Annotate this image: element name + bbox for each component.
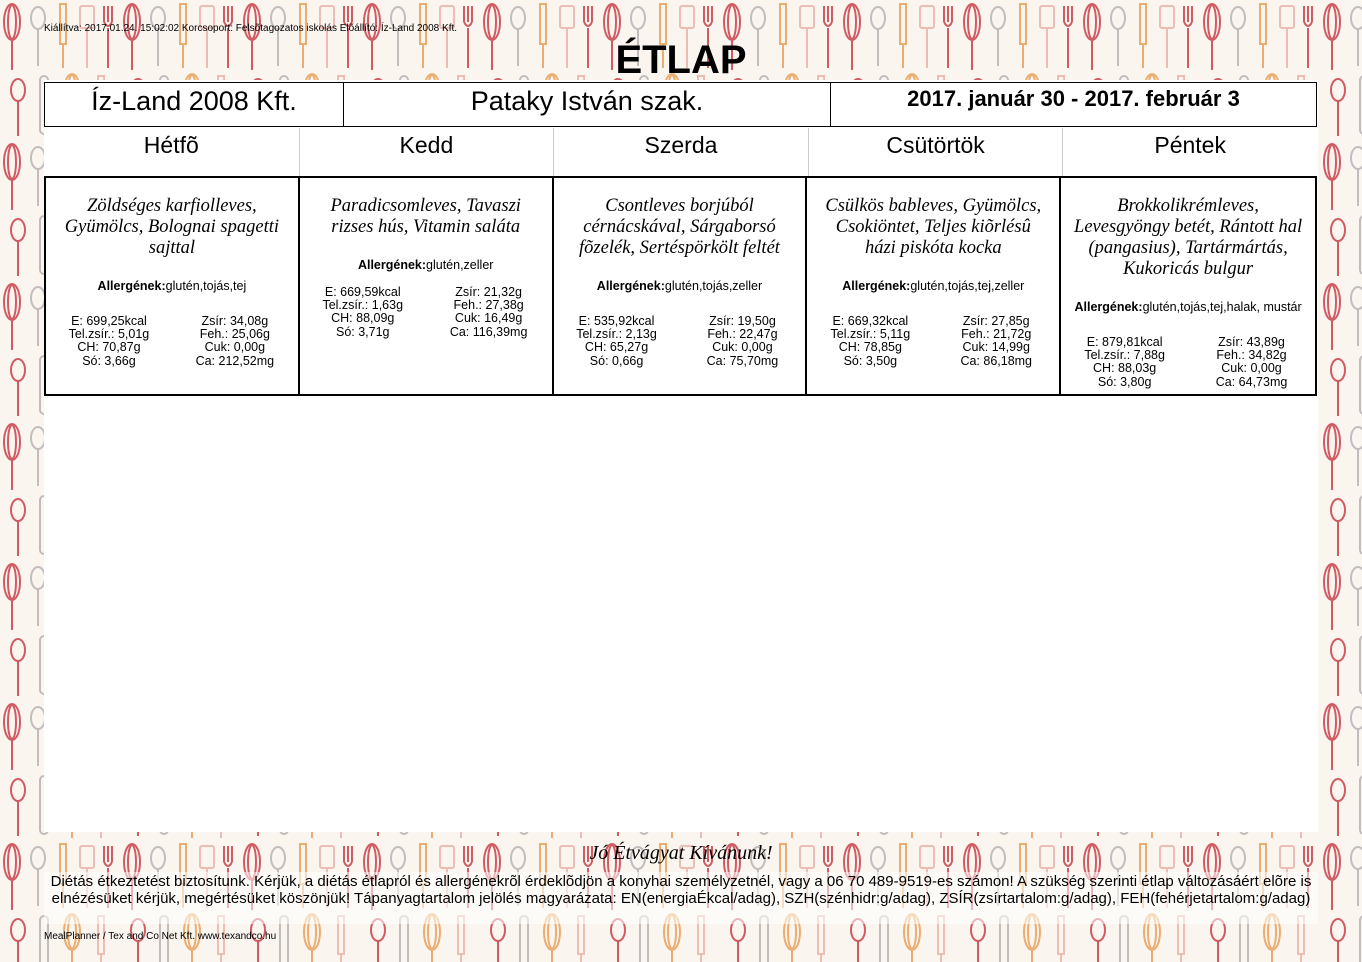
allergen-list: glutén,tojás,zeller bbox=[664, 279, 763, 293]
sugar-value: Cuk: 14,99g bbox=[962, 340, 1030, 355]
nutrition-col-left bbox=[554, 315, 680, 368]
nutrition-block bbox=[1061, 336, 1315, 389]
energy-value: E: 669,59kcal bbox=[324, 285, 401, 299]
calcium-value: Ca: 64,73mg bbox=[1215, 374, 1288, 389]
nutrition-block bbox=[46, 315, 298, 368]
nutrition-col-right bbox=[679, 315, 805, 368]
energy-value: E: 879,81kcal bbox=[1086, 335, 1163, 349]
allergen-label: Allergének: bbox=[357, 258, 427, 272]
saturated-fat-value: Tel.zsír.: 7,88g bbox=[1084, 348, 1165, 363]
allergen-line bbox=[554, 280, 806, 293]
dishes-text: Csontleves borjúból cérnácskával, Sárgaborsó fõzelék, Sertéspörkölt feltét bbox=[579, 196, 780, 258]
saturated-fat-value: Tel.zsír.: 2,13g bbox=[576, 327, 657, 342]
protein-value: Feh.: 27,38g bbox=[453, 298, 524, 313]
caterer-name: Íz-Land 2008 Kft. bbox=[45, 83, 344, 126]
allergen-label: Allergének: bbox=[842, 279, 911, 293]
salt-value: Só: 3,66g bbox=[82, 353, 136, 368]
allergen-list: glutén,tojás,tej,zeller bbox=[910, 279, 1025, 293]
menu-cell-tuesday bbox=[300, 178, 554, 394]
diet-notice: Diétás étkeztetést biztosítunk. Kérjük, a diétás étlapról és allergénekrõl érdeklõdjön a konyhai személyzetnél, vagy a 06 70 489-9519-es számon! A szükség szerinti étlap változásáért elõre is elnézésüket kérjük, megértésüket köszönjük! Tápanyagtartalom jelölés magyarázata: EN(energiaÉkcal/adag), SZH(szénhidr:g/adag), ZSÍR(zsírtartalom:g/adag), FEH(fehérjetartalom:g/adag) bbox=[50, 873, 1312, 907]
allergen-label: Allergének: bbox=[596, 279, 665, 293]
dishes-text: Brokkolikrémleves, Levesgyöngy betét, Rántott hal (pangasius), Tartármártás, Kukoricás bulgur bbox=[1074, 196, 1303, 279]
nutrition-block bbox=[807, 315, 1059, 368]
weekday-friday: Péntek bbox=[1062, 128, 1317, 176]
protein-value: Feh.: 21,72g bbox=[961, 327, 1032, 342]
salt-value: Só: 0,66g bbox=[589, 353, 644, 368]
header-row bbox=[44, 82, 1317, 127]
calcium-value: Ca: 75,70mg bbox=[706, 353, 779, 368]
saturated-fat-value: Tel.zsír.: 5,11g bbox=[830, 327, 911, 342]
allergen-list: glutén,tojás,tej,halak, mustár bbox=[1142, 300, 1302, 314]
nutrition-block bbox=[300, 286, 552, 339]
dishes-text: Csülkös bableves, Gyümölcs, Csokiöntet, Teljes kiõrlésû házi piskóta kocka bbox=[825, 196, 1042, 258]
calcium-value: Ca: 212,52mg bbox=[195, 353, 275, 368]
menu-cell-friday bbox=[1061, 178, 1315, 394]
fat-value: Zsír: 19,50g bbox=[709, 314, 776, 328]
nutrition-col-right bbox=[426, 286, 552, 339]
menu-cell-monday bbox=[46, 178, 300, 394]
sugar-value: Cuk: 0,00g bbox=[1221, 361, 1282, 376]
calcium-value: Ca: 86,18mg bbox=[960, 353, 1033, 368]
salt-value: Só: 3,50g bbox=[843, 353, 898, 368]
saturated-fat-value: Tel.zsír.: 5,01g bbox=[68, 327, 150, 342]
sugar-value: Cuk: 0,00g bbox=[712, 340, 773, 355]
allergen-label: Allergének: bbox=[1074, 300, 1143, 314]
bon-appetit-message: Jó Étvágyat Kívánunk! bbox=[589, 842, 773, 864]
protein-value: Feh.: 34,82g bbox=[1216, 348, 1287, 363]
menu-cell-wednesday bbox=[554, 178, 808, 394]
nutrition-block bbox=[554, 315, 806, 368]
nutrition-col-left bbox=[1061, 336, 1188, 389]
fat-value: Zsír: 21,32g bbox=[455, 285, 522, 299]
nutrition-col-left bbox=[807, 315, 933, 368]
energy-value: E: 669,32kcal bbox=[832, 314, 909, 328]
weekday-monday: Hétfõ bbox=[143, 132, 199, 158]
weekday-wednesday: Szerda bbox=[553, 128, 808, 176]
sugar-value: Cuk: 16,49g bbox=[454, 311, 523, 326]
weekday-thursday: Csütörtök bbox=[808, 128, 1063, 176]
protein-value: Feh.: 22,47g bbox=[707, 327, 778, 342]
weekday-header-row bbox=[44, 128, 1317, 176]
allergen-label: Allergének: bbox=[97, 279, 166, 293]
allergen-line bbox=[807, 280, 1059, 293]
carbs-value: CH: 88,09g bbox=[331, 311, 395, 326]
date-range: 2017. január 30 - 2017. február 3 bbox=[907, 86, 1240, 111]
fat-value: Zsír: 27,85g bbox=[962, 314, 1030, 328]
software-credit: MealPlanner / Tex and Co Net Kft. www.texandco.hu bbox=[44, 931, 277, 942]
calcium-value: Ca: 116,39mg bbox=[449, 324, 528, 339]
issue-meta-line: Kiállítva: 2017.01.24. 15:02:02 Korcsoport: Felsõtagozatos iskolás Elõállító: Íz-Land 2008 Kft. bbox=[44, 23, 458, 34]
fat-value: Zsír: 43,89g bbox=[1218, 335, 1285, 349]
saturated-fat-value: Tel.zsír.: 1,63g bbox=[322, 298, 404, 313]
nutrition-col-left bbox=[46, 315, 172, 368]
nutrition-col-left bbox=[300, 286, 426, 339]
allergen-line bbox=[46, 280, 298, 293]
salt-value: Só: 3,80g bbox=[1097, 374, 1152, 389]
carbs-value: CH: 65,27g bbox=[584, 340, 649, 355]
page-title: ÉTLAP bbox=[615, 38, 747, 82]
allergen-line bbox=[1061, 301, 1315, 314]
nutrition-col-right bbox=[933, 315, 1059, 368]
nutrition-col-right bbox=[1188, 336, 1315, 389]
dishes-text: Paradicsomleves, Tavaszi rizses hús, Vitamin saláta bbox=[330, 196, 521, 237]
carbs-value: CH: 70,87g bbox=[77, 340, 141, 355]
dishes-text: Zöldséges karfiolleves, Gyümölcs, Bolognai spagetti sajttal bbox=[64, 196, 280, 258]
carbs-value: CH: 88,03g bbox=[1093, 361, 1157, 376]
energy-value: E: 699,25kcal bbox=[71, 314, 147, 328]
carbs-value: CH: 78,85g bbox=[838, 340, 902, 355]
allergen-list: glutén,zeller bbox=[426, 258, 494, 272]
salt-value: Só: 3,71g bbox=[335, 324, 390, 339]
protein-value: Feh.: 25,06g bbox=[199, 327, 270, 342]
allergen-line bbox=[300, 259, 552, 272]
school-name: Pataky István szak. bbox=[344, 83, 831, 126]
sugar-value: Cuk: 0,00g bbox=[204, 340, 266, 355]
menu-cell-thursday bbox=[807, 178, 1061, 394]
weekday-tuesday: Kedd bbox=[299, 128, 554, 176]
weekly-menu-grid bbox=[44, 176, 1317, 396]
energy-value: E: 535,92kcal bbox=[578, 314, 655, 328]
fat-value: Zsír: 34,08g bbox=[201, 314, 269, 328]
nutrition-col-right bbox=[172, 315, 298, 368]
allergen-list: glutén,tojás,tej bbox=[165, 279, 247, 293]
